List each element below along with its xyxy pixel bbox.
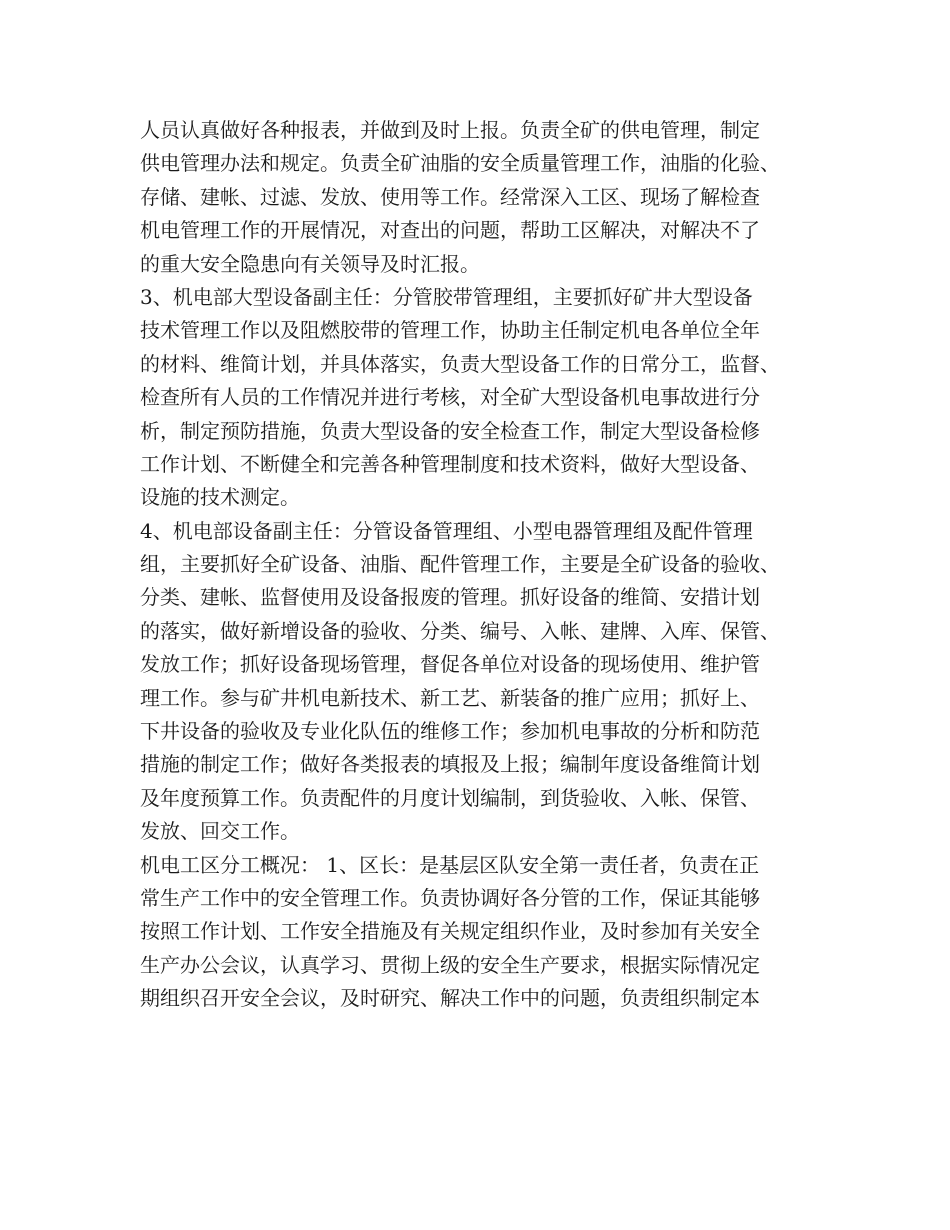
- text-line: 机电管理工作的开展情况，对查出的问题，帮助工区解决，对解决不了: [140, 218, 760, 243]
- text-line: 下井设备的验收及专业化队伍的维修工作；参加机电事故的分析和防范: [140, 719, 760, 744]
- text-line: 检查所有人员的工作情况并进行考核，对全矿大型设备机电事故进行分: [140, 385, 760, 410]
- text-line: 机电工区分工概况： 1、区长：是基层区队安全第一责任者，负责在正: [140, 852, 760, 877]
- text-line: 4、机电部设备副主任：分管设备管理组、小型电器管理组及配件管理: [140, 518, 753, 543]
- text-line: 人员认真做好各种报表，并做到及时上报。负责全矿的供电管理，制定: [140, 118, 760, 142]
- text-line: 生产办公会议，认真学习、贯彻上级的安全生产要求，根据实际情况定: [140, 952, 760, 977]
- text-line: 工作计划、不断健全和完善各种管理制度和技术资料，做好大型设备、: [140, 451, 760, 476]
- text-line: 设施的技术测定。: [140, 485, 300, 510]
- text-line: 技术管理工作以及阻燃胶带的管理工作，协助主任制定机电各单位全年: [140, 318, 760, 343]
- text-line: 供电管理办法和规定。负责全矿油脂的安全质量管理工作，油脂的化验、: [140, 151, 780, 176]
- text-line: 组，主要抓好全矿设备、油脂、配件管理工作，主要是全矿设备的验收、: [140, 552, 780, 577]
- text-line: 存储、建帐、过滤、发放、使用等工作。经常深入工区、现场了解检查: [140, 184, 760, 209]
- text-line: 的材料、维简计划，并具体落实，负责大型设备工作的日常分工，监督、: [140, 351, 780, 376]
- text-line: 常生产工作中的安全管理工作。负责协调好各分管的工作，保证其能够: [140, 885, 760, 910]
- text-line: 按照工作计划、工作安全措施及有关规定组织作业，及时参加有关安全: [140, 919, 760, 944]
- text-line: 分类、建帐、监督使用及设备报废的管理。抓好设备的维简、安措计划: [140, 585, 760, 610]
- text-line: 措施的制定工作；做好各类报表的填报及上报；编制年度设备维简计划: [140, 752, 760, 777]
- text-line: 发放、回交工作。: [140, 819, 300, 844]
- text-line: 的落实，做好新增设备的验收、分类、编号、入帐、建牌、入库、保管、: [140, 618, 780, 643]
- body-text: [140, 114, 840, 1016]
- text-line: 3、机电部大型设备副主任：分管胶带管理组，主要抓好矿井大型设备: [140, 284, 753, 309]
- text-line: 的重大安全隐患向有关领导及时汇报。: [140, 251, 480, 276]
- text-line: 析，制定预防措施，负责大型设备的安全检查工作，制定大型设备检修: [140, 418, 760, 443]
- text-line: 发放工作；抓好设备现场管理，督促各单位对设备的现场使用、维护管: [140, 652, 760, 677]
- text-line: 理工作。参与矿井机电新技术、新工艺、新装备的推广应用；抓好上、: [140, 685, 760, 710]
- text-line: 期组织召开安全会议，及时研究、解决工作中的问题，负责组织制定本: [140, 986, 760, 1011]
- text-line: 及年度预算工作。负责配件的月度计划编制，到货验收、入帐、保管、: [140, 785, 760, 810]
